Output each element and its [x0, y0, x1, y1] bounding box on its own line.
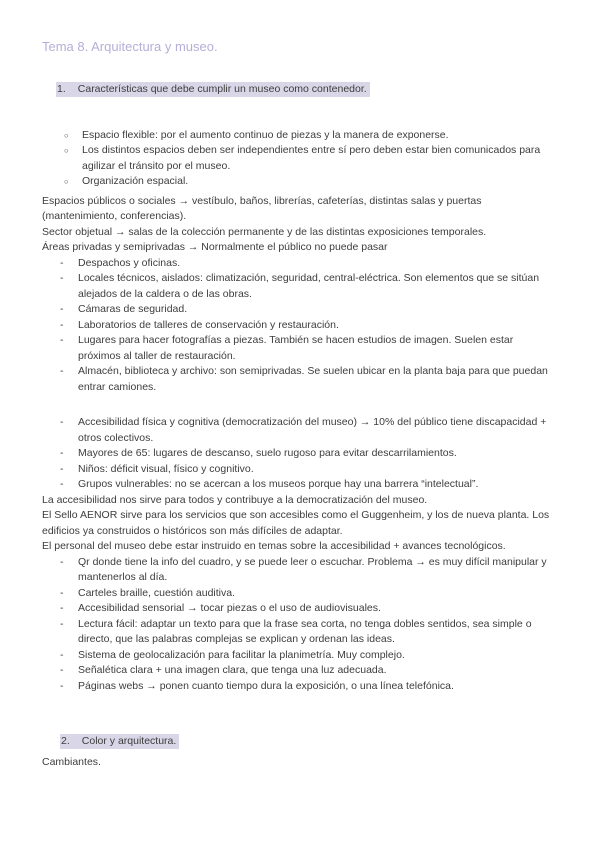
list-item: [42, 663, 558, 679]
dash-icon: -: [60, 272, 64, 284]
list-item-text: Lectura fácil: adaptar un texto para que la frase sea corta, no tenga dobles sentidos, sea simple o directo, que las palabras complejas se explican y ordenan las ideas.: [78, 617, 532, 645]
section-number: 2.: [61, 735, 70, 747]
paragraph: El Sello AENOR sirve para los servicios que son accesibles como el Guggenheim, y los de nueva planta. Los edificios ya construidos o históricos son más difíciles de adaptar.: [42, 509, 550, 537]
paragraph: El personal del museo debe estar instruido en temas sobre la accesibilidad + avances tecnológicos.: [42, 540, 506, 552]
paragraph: Áreas privadas y semiprivadas → Normalmente el público no puede pasar: [42, 241, 388, 253]
dash-icon: -: [60, 416, 64, 428]
list-item-text: Organización espacial.: [82, 175, 189, 187]
list-item-text: Grupos vulnerables: no se acercan a los museos porque hay una barrera “intelectual”.: [78, 478, 479, 490]
list-item-text: Carteles braille, cuestión auditiva.: [78, 586, 235, 599]
dash-icon: -: [60, 462, 64, 475]
list-item: [42, 446, 558, 462]
list-item: [42, 415, 558, 446]
list-item-text: Almacén, biblioteca y archivo: son semiprivadas. Se suelen ubicar en la planta baja para que puedan entrar camiones.: [78, 365, 548, 393]
paragraph-block: [42, 194, 558, 256]
list-item: [42, 318, 558, 334]
heading-highlight: [60, 734, 179, 749]
dash-icon: -: [60, 478, 64, 490]
section-2-heading: [42, 734, 558, 750]
heading-highlight: [56, 82, 370, 97]
list-item: [42, 333, 558, 364]
dash-icon: -: [60, 617, 64, 630]
dash-icon: -: [60, 447, 64, 459]
paragraph: Espacios públicos o sociales → vestíbulo, baños, librerías, cafeterías, distintas salas y puertas (mantenimiento, conferencias).: [42, 194, 482, 222]
list-item-text: Señalética clara + una imagen clara, que tenga una luz adecuada.: [78, 664, 387, 676]
list-item: [42, 271, 558, 302]
list-item: [42, 555, 558, 586]
dash-icon: -: [60, 555, 64, 568]
page-title: Tema 8. Arquitectura y museo.: [42, 39, 218, 54]
dash-icon: -: [60, 602, 64, 614]
list-item-text: Accesibilidad física y cognitiva (democratización del museo) → 10% del público tiene discapacidad + otros colectivos.: [78, 416, 547, 444]
list-item: [42, 462, 558, 478]
list-item: [42, 364, 558, 395]
section-number: 1.: [57, 83, 66, 95]
dash-icon: -: [60, 586, 64, 599]
dash-icon: -: [60, 318, 64, 331]
list-item-text: Lugares para hacer fotografías a piezas. También se hacen estudios de imagen. Suelen estar próximos al taller de restauración.: [78, 334, 514, 362]
paragraph: Sector objetual → salas de la colección permanente y de las distintas exposiciones temporales.: [42, 225, 487, 238]
list-item: [42, 477, 558, 493]
dash-list: [42, 256, 558, 396]
dash-icon: -: [60, 648, 64, 661]
list-item-text: Sistema de geolocalización para facilitar la planimetría. Muy complejo.: [78, 648, 405, 661]
dash-icon: -: [60, 303, 64, 315]
dash-icon: -: [60, 256, 64, 269]
list-item-text: Mayores de 65: lugares de descanso, suelo rugoso para evitar descarrilamientos.: [78, 447, 457, 459]
section-title: Color y arquitectura.: [81, 735, 177, 747]
dash-icon: -: [60, 679, 64, 692]
list-item-text: Qr donde tiene la info del cuadro, y se puede leer o escuchar. Problema → es muy difícil manipular y mantenerlos al día.: [78, 555, 547, 583]
list-item: [42, 143, 558, 174]
list-item-text: Espacio flexible: por el aumento continuo de piezas y la manera de exponerse.: [82, 128, 449, 141]
list-item-text: Despachos y oficinas.: [78, 256, 181, 269]
list-item: [42, 648, 558, 664]
list-item: [42, 256, 558, 272]
paragraph: Cambiantes.: [42, 755, 101, 768]
list-item: [42, 174, 558, 190]
dash-list: [42, 415, 558, 493]
list-item: [42, 128, 558, 144]
bullet-icon: ○: [64, 177, 69, 186]
list-item: [42, 679, 558, 695]
list-item: [42, 586, 558, 602]
list-item-text: Laboratorios de talleres de conservación y restauración.: [78, 318, 339, 331]
list-item: [42, 302, 558, 318]
paragraph: La accesibilidad nos sirve para todos y contribuye a la democratización del museo.: [42, 493, 428, 506]
list-item-text: Páginas webs → ponen cuanto tiempo dura la exposición, o una línea telefónica.: [78, 679, 454, 692]
list-item-text: Cámaras de seguridad.: [78, 303, 188, 315]
list-item-text: Los distintos espacios deben ser independientes entre sí pero deben estar bien comunicados para agilizar el tránsito por el museo.: [82, 144, 541, 172]
bullet-list: [42, 128, 558, 190]
section-title: Características que debe cumplir un museo como contenedor.: [77, 83, 367, 95]
bullet-icon: ○: [64, 130, 69, 140]
dash-icon: -: [60, 334, 64, 346]
paragraph-block: [42, 493, 558, 555]
list-item-text: Accesibilidad sensorial → tocar piezas o el uso de audiovisuales.: [78, 602, 381, 614]
dash-icon: -: [60, 664, 64, 676]
list-item-text: Niños: déficit visual, físico y cognitivo.: [78, 462, 254, 475]
list-item: [42, 601, 558, 617]
section-1-heading: [42, 82, 558, 98]
list-item: [42, 617, 558, 648]
dash-icon: -: [60, 365, 64, 377]
dash-list: [42, 555, 558, 695]
list-item-text: Locales técnicos, aislados: climatización, seguridad, central-eléctrica. Son elementos que se sitúan alejados de la caldera o de las obras.: [78, 272, 540, 300]
bullet-icon: ○: [64, 146, 69, 155]
